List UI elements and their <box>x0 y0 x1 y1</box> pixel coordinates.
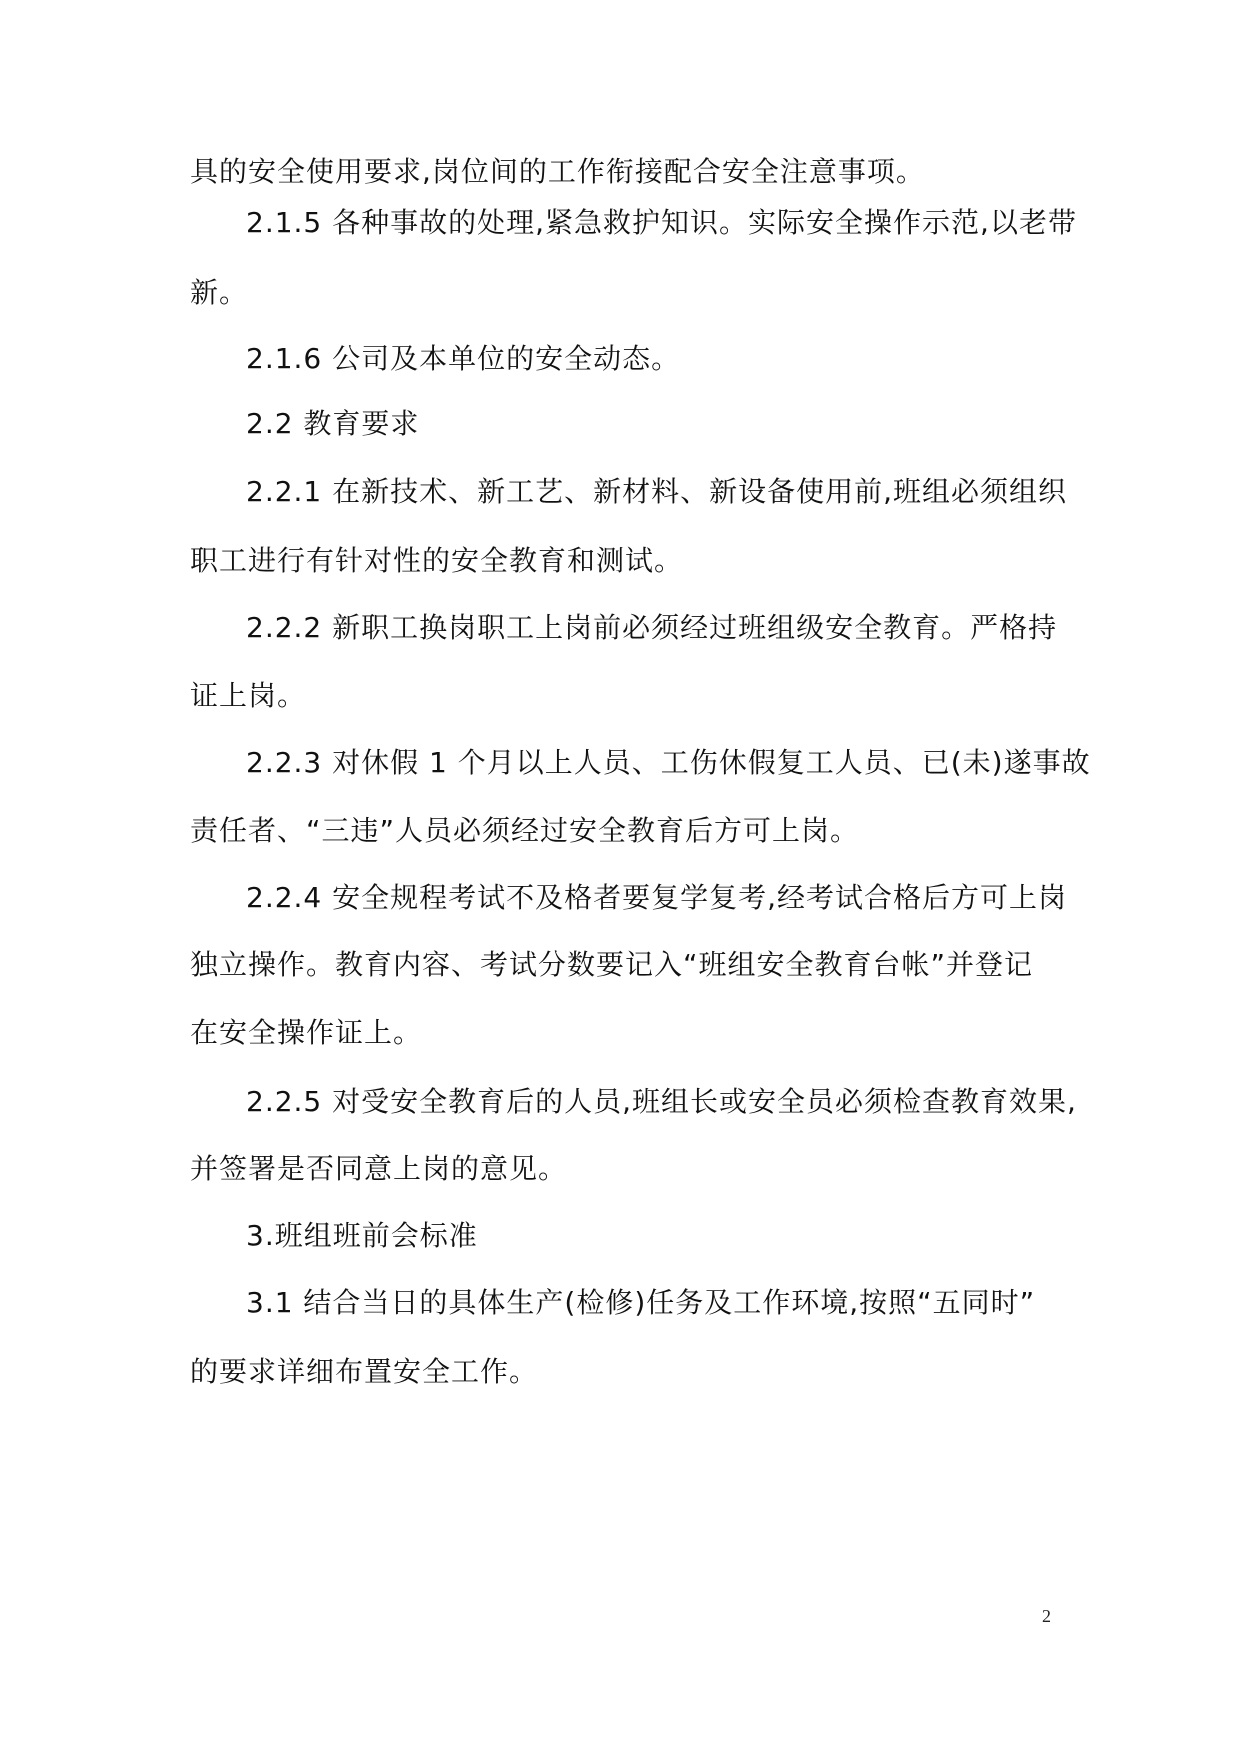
section-heading: 3.班组班前会标准 <box>246 1219 478 1252</box>
text-line: 独立操作。教育内容、考试分数要记入“班组安全教育台帐”并登记 <box>190 948 1034 981</box>
text-line: 在安全操作证上。 <box>190 1016 423 1049</box>
text-line: 并签署是否同意上岗的意见。 <box>190 1152 568 1185</box>
text-line: 2.1.6 公司及本单位的安全动态。 <box>246 342 681 375</box>
text-line: 2.2.2 新职工换岗职工上岗前必须经过班组级安全教育。严格持 <box>246 611 1058 644</box>
text-line: 2.2.3 对休假 1 个月以上人员、工伤休假复工人员、已(未)遂事故 <box>246 746 1091 779</box>
text-line: 的要求详细布置安全工作。 <box>190 1355 539 1388</box>
text-line: 2.2.5 对受安全教育后的人员,班组长或安全员必须检查教育效果, <box>246 1085 1077 1118</box>
text-line: 具的安全使用要求,岗位间的工作衔接配合安全注意事项。 <box>190 155 925 188</box>
text-line: 2.2.4 安全规程考试不及格者要复学复考,经考试合格后方可上岗 <box>246 881 1068 914</box>
text-line: 证上岗。 <box>190 679 307 712</box>
text-line: 2.2.1 在新技术、新工艺、新材料、新设备使用前,班组必须组织 <box>246 475 1068 508</box>
text-line: 责任者、“三违”人员必须经过安全教育后方可上岗。 <box>190 814 860 847</box>
text-line: 3.1 结合当日的具体生产(检修)任务及工作环境,按照“五同时” <box>246 1286 1036 1319</box>
page-number: 2 <box>1042 1606 1051 1626</box>
text-line: 新。 <box>190 276 249 309</box>
text-line: 职工进行有针对性的安全教育和测试。 <box>190 544 684 577</box>
section-heading: 2.2 教育要求 <box>246 407 420 440</box>
text-line: 2.1.5 各种事故的处理,紧急救护知识。实际安全操作示范,以老带 <box>246 206 1077 239</box>
